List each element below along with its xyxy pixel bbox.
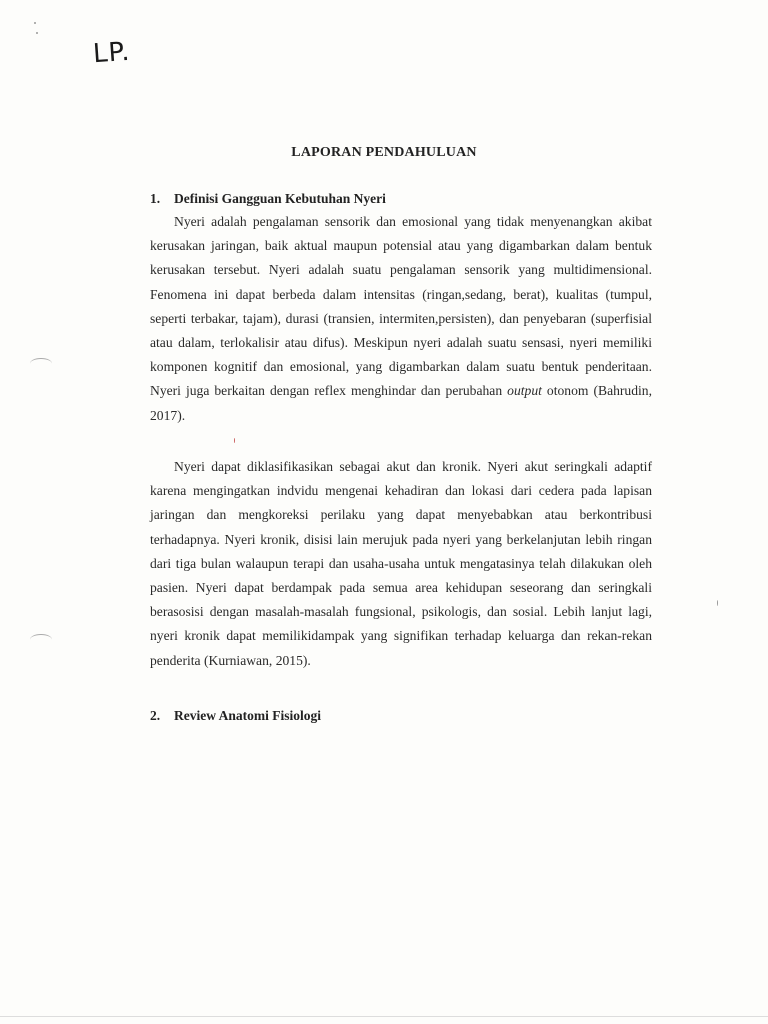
scan-mark (30, 634, 52, 645)
document-title: LAPORAN PENDAHULUAN (291, 145, 477, 160)
paragraph-2: Nyeri dapat diklasifikasikan sebagai akut dan kronik. Nyeri akut seringkali adaptif karena mengingatkan indvidu mengenai kehadiran dan lokasi dari cedera pada lapisan jaringan dan mengkoreksi perilaku yang dapat menyebabkan atau berkontribusi terhadapnya. Nyeri kronik, disisi lain merujuk pada nyeri yang berkelanjutan lebih ringan dari tiga bulan walaupun terapi dan usaha-usaha untuk mengatasinya telah dilakukan oleh pasien. Nyeri dapat berdampak pada semua area kehidupan seseorang dan seringkali berasosisi dengan masalah-masalah fungsional, psikologis, dan sosial. Lebih lanjut lagi, nyeri kronik dapat memilikidampak yang signifikan terhadap keluarga dan rekan-rekan penderita (Kurniawan, 2015). (150, 459, 652, 668)
scan-edge (0, 1016, 768, 1017)
section-1-title: Definisi Gangguan Kebutuhan Nyeri (174, 191, 386, 206)
scan-speck (717, 600, 718, 606)
section-1-heading (150, 191, 386, 207)
paragraph-1-text-end: otonom (Bahrudin, 2017). (150, 383, 652, 423)
handwritten-note: LP. (91, 36, 132, 70)
scan-speck (34, 22, 36, 24)
scan-speck (36, 32, 38, 34)
paragraph-1 (150, 210, 652, 428)
paragraph-1-text: Nyeri adalah pengalaman sensorik dan emosional yang tidak menyenangkan akibat kerusakan jaringan, baik aktual maupun potensial atau yang digambarkan dalam bentuk kerusakan tersebut. Nyeri adalah suatu pengalaman sensorik yang multidimensional. Fenomena ini dapat berbeda dalam intensitas (ringan,sedang, berat), kualitas (tumpul, seperti terbakar, tajam), durasi (transien, intermiten,persisten), dan penyebaran (superfisial atau dalam, terlokalisir atau difus). Meskipun nyeri adalah suatu sensasi, nyeri memiliki komponen kognitif dan emosional, yang digambarkan dalam suatu bentuk penderitaan. Nyeri juga berkaitan dengan reflex menghindar dan perubahan (150, 214, 652, 399)
section-1-number: 1. (150, 191, 161, 206)
paragraph-1-italic: output (507, 383, 542, 399)
scan-speck (234, 438, 235, 443)
section-2-number: 2. (150, 708, 161, 723)
section-2-title: Review Anatomi Fisiologi (174, 708, 321, 723)
section-2-heading (150, 708, 321, 724)
scan-mark (30, 358, 52, 369)
